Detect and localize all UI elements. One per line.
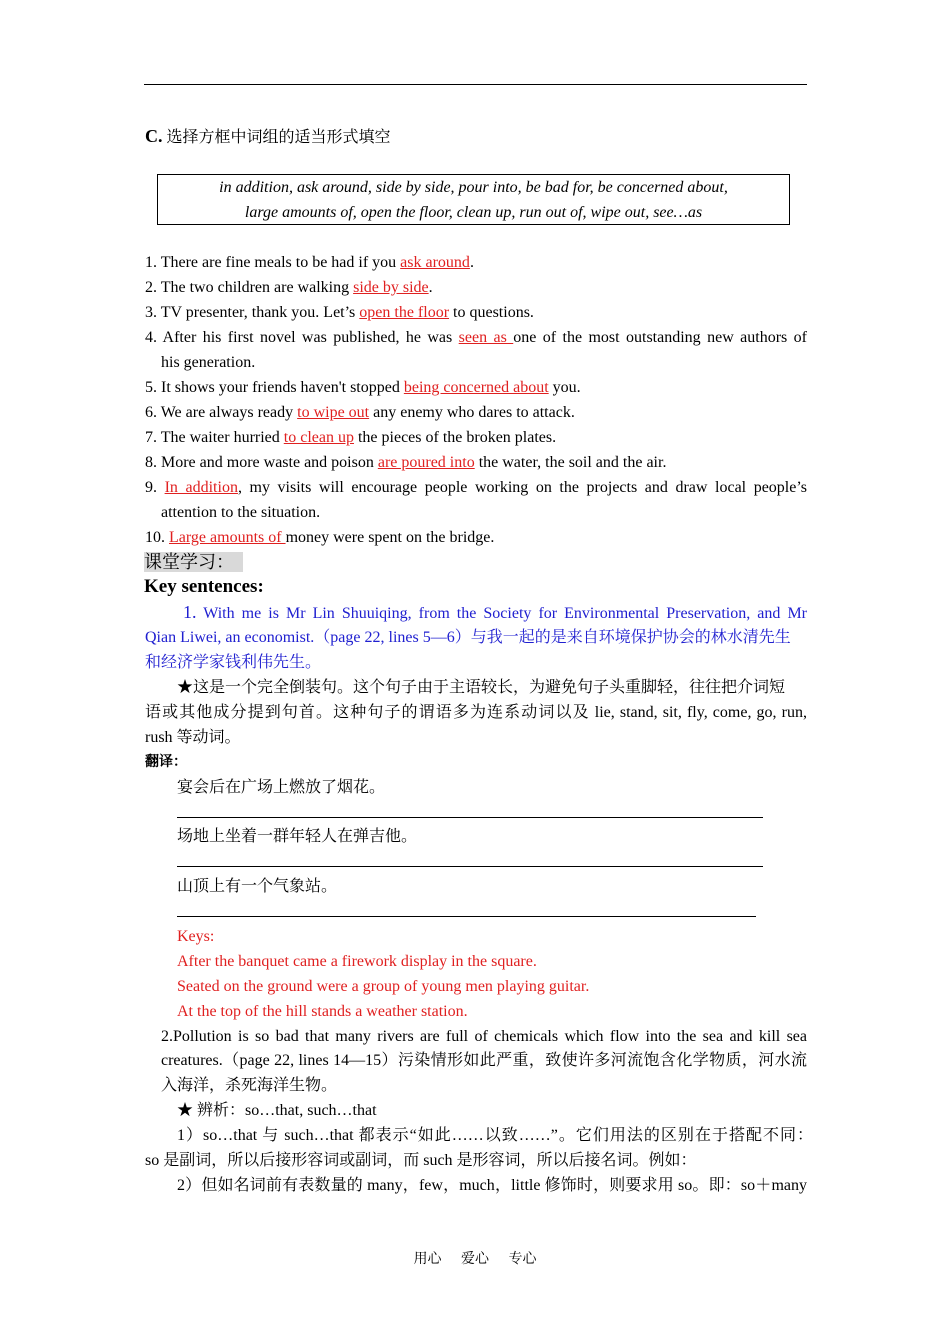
s1-note-1: ★这是一个完全倒装句。这个句子由于主语较长，为避免句子头重脚轻，往往把介词短 bbox=[177, 679, 786, 696]
item-4 bbox=[145, 325, 807, 350]
answer-blank-2 bbox=[177, 866, 763, 867]
item-answer: being concerned about bbox=[403, 379, 549, 396]
item-2 bbox=[145, 275, 807, 300]
item-answer: are poured into bbox=[377, 454, 475, 471]
item-text: 3. TV presenter, thank you. Let’s bbox=[145, 304, 360, 321]
item-7 bbox=[145, 425, 807, 450]
item-text: 4. After his first novel was published, he was bbox=[145, 329, 459, 346]
footer-word-3: 专心 bbox=[508, 1252, 537, 1267]
classroom-heading bbox=[144, 550, 243, 574]
translate-task-2: 场地上坐着一群年轻人在弹吉他。 bbox=[177, 828, 418, 845]
s1-note-3: rush 等动词。 bbox=[145, 729, 241, 746]
s2-line-3: 入海洋，杀死海洋生物。 bbox=[161, 1077, 338, 1094]
key-2: Seated on the ground were a group of young men playing guitar. bbox=[177, 978, 590, 995]
s1-number: 1. bbox=[183, 602, 197, 622]
s1-line-2: Qian Liwei, an economist.（page 22, lines 5—6）与我一起的是来自环境保护协会的林水清先生 bbox=[145, 629, 791, 646]
item-9 bbox=[145, 475, 807, 500]
item-5 bbox=[145, 375, 807, 400]
item-10 bbox=[145, 525, 807, 550]
keys-label: Keys: bbox=[177, 928, 215, 945]
item-answer: to clean up bbox=[283, 429, 354, 446]
item-8 bbox=[145, 450, 807, 475]
item-4-cont: his generation. bbox=[161, 354, 256, 371]
classroom-heading-text: 课堂学习： bbox=[144, 552, 234, 572]
s2-point-1a: 1）so…that 与 such…that 都表示“如此……以致……”。它们用法的区别在于搭配不同： bbox=[177, 1127, 813, 1144]
item-1 bbox=[145, 250, 807, 275]
s2-line-1: 2.Pollution is so bad that many rivers are full of chemicals which flow into the sea and kill sea bbox=[161, 1028, 807, 1045]
item-text: 1. There are fine meals to be had if you bbox=[145, 254, 401, 271]
item-answer: open the floor bbox=[359, 304, 450, 321]
item-answer: Large amounts of bbox=[169, 529, 286, 546]
s1-line-1 bbox=[145, 600, 807, 626]
section-c-label: C bbox=[145, 126, 158, 146]
section-c-heading: C. 选择方框中词组的适当形式填空 bbox=[145, 126, 391, 146]
translate-task-1: 宴会后在广场上燃放了烟花。 bbox=[177, 779, 386, 796]
translate-task-3: 山顶上有一个气象站。 bbox=[177, 878, 338, 895]
item-text: , my visits will encourage people working on the projects and draw local people’s bbox=[237, 479, 808, 496]
item-text: the water, the soil and the air. bbox=[474, 454, 667, 471]
translate-label: 翻译： bbox=[145, 754, 187, 770]
item-text: money were spent on the bridge. bbox=[285, 529, 495, 546]
top-rule bbox=[144, 84, 807, 85]
s1-line-3: 和经济学家钱利伟先生。 bbox=[145, 654, 322, 671]
answer-blank-3 bbox=[177, 916, 756, 917]
answer-blank-1 bbox=[177, 817, 763, 818]
item-3 bbox=[145, 300, 807, 325]
s2-point-2: 2）但如名词前有表数量的 many，few，much，little 修饰时，则要求用 so。即：so＋many bbox=[177, 1177, 807, 1194]
item-text: 9. bbox=[145, 479, 165, 496]
item-text: 10. bbox=[145, 529, 169, 546]
item-text: to questions. bbox=[449, 304, 534, 321]
section-c-instruction: 选择方框中词组的适当形式填空 bbox=[166, 129, 391, 146]
item-text: 7. The waiter hurried bbox=[145, 429, 284, 446]
key-1: After the banquet came a firework display in the square. bbox=[177, 953, 537, 970]
word-box-line-2: large amounts of, open the floor, clean up, run out of, wipe out, see…as bbox=[244, 204, 703, 221]
item-text: 5. It shows your friends haven't stopped bbox=[145, 379, 404, 396]
item-text: any enemy who dares to attack. bbox=[369, 404, 575, 421]
item-text: 8. More and more waste and poison bbox=[145, 454, 378, 471]
item-text: you. bbox=[548, 379, 581, 396]
item-text: . bbox=[469, 254, 474, 271]
s1-text: With me is Mr Lin Shuuiqing, from the Society for Environmental Preservation, and Mr bbox=[196, 605, 807, 622]
footer-word-2: 爱心 bbox=[461, 1252, 489, 1267]
item-text: 2. The two children are walking bbox=[145, 279, 354, 296]
s2-line-2: creatures.（page 22, lines 14—15）污染情形如此严重，致使许多河流饱含化学物质，河水流 bbox=[161, 1052, 807, 1069]
s1-note-2: 语或其他成分提到句首。这种句子的谓语多为连系动词以及 lie, stand, sit, fly, come, go, run, bbox=[145, 704, 807, 721]
item-answer: In addition bbox=[164, 479, 238, 496]
s2-analysis: ★ 辨析：so…that, such…that bbox=[177, 1102, 377, 1119]
item-answer: to wipe out bbox=[297, 404, 370, 421]
item-9-cont: attention to the situation. bbox=[161, 504, 321, 521]
item-answer: ask around bbox=[400, 254, 470, 271]
footer-word-1: 用心 bbox=[413, 1252, 442, 1267]
word-box bbox=[157, 174, 790, 225]
item-answer: side by side bbox=[353, 279, 429, 296]
s2-point-1b: so 是副词，所以后接形容词或副词，而 such 是形容词，所以后接名词。例如： bbox=[145, 1152, 697, 1169]
item-text: one of the most outstanding new authors of bbox=[513, 329, 808, 346]
footer bbox=[0, 1248, 950, 1268]
word-box-line-1: in addition, ask around, side by side, pour into, be bad for, be concerned about, bbox=[219, 179, 728, 196]
key-sentences-heading: Key sentences: bbox=[144, 576, 264, 597]
item-6 bbox=[145, 400, 807, 425]
key-3: At the top of the hill stands a weather station. bbox=[177, 1003, 468, 1020]
item-answer: seen as bbox=[458, 329, 514, 346]
item-text: . bbox=[428, 279, 433, 296]
item-text: the pieces of the broken plates. bbox=[353, 429, 557, 446]
item-text: 6. We are always ready bbox=[145, 404, 298, 421]
